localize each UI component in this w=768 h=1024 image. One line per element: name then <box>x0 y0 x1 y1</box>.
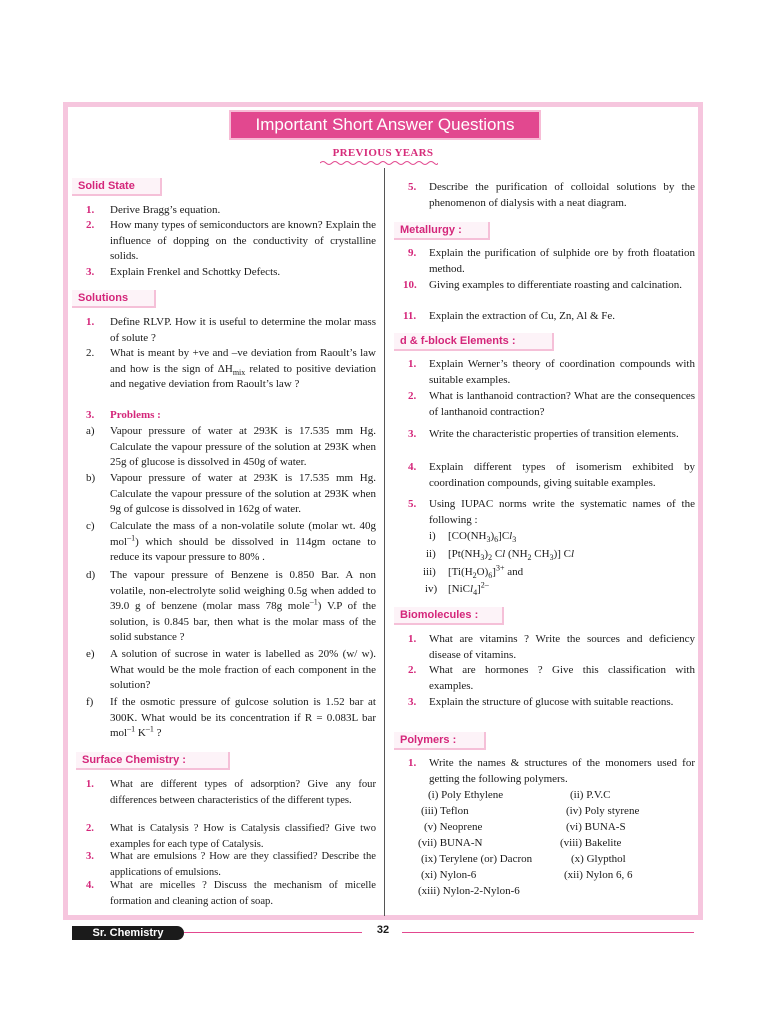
question-number: 4. <box>86 880 94 891</box>
question-text: What are hormones ? Give this classification with examples. <box>429 664 695 692</box>
formula-item <box>420 565 690 581</box>
section-polymers: Polymers : <box>394 732 486 750</box>
question-number: 10. <box>403 279 417 291</box>
question-number: 2. <box>86 823 94 834</box>
formula-item <box>420 547 690 563</box>
question-text: Explain Frenkel and Schottky Defects. <box>110 266 281 278</box>
question-text: What are different types of adsorption? Give any four differences between characteristics of the different types. <box>110 779 376 806</box>
question-number: 1. <box>408 757 417 769</box>
formula-text: [NiCl$_4$]$^{2-}$ <box>448 580 489 598</box>
list-item <box>86 218 376 265</box>
question-text: Giving examples to differentiate roasting and calcination. <box>429 279 683 291</box>
question-text: What are vitamins ? Write the sources and deficiency disease of vitamins. <box>429 633 695 661</box>
footer-brand: Sr. Chemistry <box>72 926 184 940</box>
section-solid-state: Solid State <box>72 178 162 196</box>
list-item <box>86 519 376 566</box>
question-text: What are micelles ? Discuss the mechanism of micelle formation and cleaning action of soap. <box>110 880 376 907</box>
list-item <box>86 315 376 346</box>
list-item <box>403 278 695 294</box>
question-number: 2. <box>408 664 417 676</box>
list-item <box>86 647 376 694</box>
section-metallurgy: Metallurgy : <box>394 222 490 240</box>
page-title: Important Short Answer Questions <box>229 110 541 140</box>
section-surface-chemistry: Surface Chemistry : <box>76 752 230 770</box>
footer-rule-left <box>184 932 362 933</box>
question-number: 1. <box>408 358 417 370</box>
polymer-item: (iii) Teflon <box>421 805 469 817</box>
question-text: Explain the structure of glucose with suitable reactions. <box>429 696 674 708</box>
question-text: What is meant by +ve and –ve deviation from Raoult’s law and how is the sign of $\Delta H_{mix}$ related to positive deviation and negative deviation from Raoult’s law ? <box>110 347 376 391</box>
polymer-list <box>418 788 698 898</box>
formula-item <box>420 582 690 598</box>
question-text: Explain the purification of sulphide ore by froth floatation method. <box>429 247 695 275</box>
list-item <box>86 265 376 281</box>
previous-years-text: PREVIOUS YEARS <box>332 147 434 159</box>
list-item <box>408 756 695 787</box>
list-item <box>86 777 376 808</box>
list-item <box>408 632 695 663</box>
question-text: Explain the extraction of Cu, Zn, Al & Fe. <box>429 310 616 322</box>
question-number: 3. <box>408 696 417 708</box>
list-item <box>408 357 695 388</box>
problem-text: A solution of sucrose in water is labelled as 20% (w/ w). What would be the mole fraction of each component in the solution? <box>110 648 376 692</box>
question-number: 2. <box>86 347 95 359</box>
polymer-item: (iv) Poly styrene <box>566 805 640 817</box>
footer-rule-right <box>402 932 694 933</box>
question-number: 1. <box>408 633 417 645</box>
previous-years-label <box>320 147 446 166</box>
problem-text: Vapour pressure of water at 293K is 17.535 mm Hg. Calculate the vapour pressure of the solution at 293K when 9g of gulcose is dissolved in 162g of water. <box>110 472 376 516</box>
question-text: Using IUPAC norms write the systematic names of the following : <box>429 498 695 526</box>
polymer-item: (viii) Bakelite <box>560 837 622 849</box>
list-item <box>86 471 376 518</box>
formula-text: $[Ti(H_2O)_6]^{3+}$ and <box>448 563 524 581</box>
polymer-item: (xi) Nylon-6 <box>421 869 477 881</box>
list-item <box>408 427 695 443</box>
polymer-item: (i) Poly Ethylene <box>428 789 504 801</box>
problem-label: f) <box>86 696 94 708</box>
problem-text: Calculate the mass of a non-volatile solute (molar wt. 40g mol$^{-1}$) which should be dissolved in 114gm octane to reduce its vapour pressure to 80% . <box>110 520 376 564</box>
question-number: 4. <box>408 461 417 473</box>
question-number: 3. <box>408 428 417 440</box>
page-number: 32 <box>376 924 390 936</box>
formula-label: i) <box>429 530 436 542</box>
list-item <box>86 408 376 424</box>
question-text: Define RLVP. How it is useful to determine the molar mass of solute ? <box>110 316 376 344</box>
list-item <box>86 878 376 909</box>
column-divider <box>384 168 385 916</box>
question-text: Write the characteristic properties of transition elements. <box>429 428 679 440</box>
question-text: What is Catalysis ? How is Catalysis classified? Give two examples for each type of Catalysis. <box>110 823 376 850</box>
polymer-item: (xii) Nylon 6, 6 <box>564 869 633 881</box>
polymer-item: (vi) BUNA-S <box>566 821 626 833</box>
polymer-item: (vii) BUNA-N <box>418 837 483 849</box>
question-number: 2. <box>408 390 417 402</box>
question-number: 1. <box>86 316 95 328</box>
question-number: 2. <box>86 219 95 231</box>
list-item <box>408 695 695 711</box>
question-number: 5. <box>408 498 417 510</box>
problems-heading: Problems : <box>110 409 161 421</box>
question-text: What are emulsions ? How are they classified? Describe the applications of emulsions. <box>110 851 376 878</box>
question-text: How many types of semiconductors are known? Explain the influence of dopping on the conductivity of crystalline solids. <box>110 219 376 263</box>
question-number: 3. <box>86 409 95 421</box>
question-number: 3. <box>86 266 95 278</box>
problem-text: If the osmotic pressure of gulcose solution is 1.52 bar at 300K. What would be its concentration if R = 0.083L bar mol$^{-1}$ $K^{-1}$ ? <box>110 696 376 740</box>
problem-label: a) <box>86 425 95 437</box>
formula-text: [$Pt(NH_3)_2$ Cl ($NH_2$ $CH_3$)] Cl <box>448 548 575 563</box>
question-number: 11. <box>403 310 417 322</box>
problem-label: c) <box>86 520 95 532</box>
list-item <box>403 246 695 277</box>
question-number: 3. <box>86 851 94 862</box>
question-number: 1. <box>86 204 95 216</box>
question-number: 5. <box>408 181 417 193</box>
list-item <box>86 346 376 393</box>
question-number: 9. <box>408 247 417 259</box>
question-text: What is lanthanoid contraction? What are the consequences of lanthanoid contraction? <box>429 390 695 418</box>
list-item <box>408 180 695 211</box>
problem-label: d) <box>86 569 96 581</box>
question-text: Explain different types of isomerism exhibited by coordination compounds, giving suitable examples. <box>429 461 695 489</box>
formula-text: $[CO(NH_3)_6]Cl_3$ <box>448 530 517 545</box>
list-item <box>86 424 376 471</box>
question-number: 1. <box>86 779 94 790</box>
list-item <box>408 389 695 420</box>
list-item <box>408 497 695 528</box>
list-item <box>408 460 695 491</box>
wave-ornament-icon <box>320 160 438 166</box>
polymer-item: (xiii) Nylon-2-Nylon-6 <box>418 885 520 897</box>
formula-label: ii) <box>426 548 436 560</box>
formula-label: iii) <box>423 566 436 578</box>
polymer-item: (x) Glypthol <box>571 853 626 865</box>
section-solutions: Solutions <box>72 290 156 308</box>
question-text: Derive Bragg’s equation. <box>110 204 221 216</box>
list-item <box>86 695 376 742</box>
list-item <box>86 203 376 219</box>
question-text: Describe the purification of colloidal solutions by the phenomenon of dialysis with a neat diagram. <box>429 181 695 209</box>
formula-item <box>420 529 690 545</box>
formula-label: iv) <box>425 583 438 595</box>
list-item <box>86 568 376 646</box>
list-item <box>86 849 376 880</box>
polymer-item: (v) Neoprene <box>424 821 483 833</box>
section-biomolecules: Biomolecules : <box>394 607 504 625</box>
problem-label: b) <box>86 472 96 484</box>
problem-text: The vapour pressure of Benzene is 0.850 Bar. A non volatile, non-electrolyte solid weighing 0.5g when added to 39.0 g of benzene (molar mass 78g mole$^{-1}$) V.P of the solution, is 0.845 bar, then what is the molar mass of the solid substance ? <box>110 569 376 644</box>
polymer-item: (ii) P.V.C <box>570 789 611 801</box>
list-item <box>86 821 376 852</box>
list-item <box>408 663 695 694</box>
polymer-item: (ix) Terylene (or) Dacron <box>421 853 533 865</box>
question-text: Explain Werner’s theory of coordination compounds with suitable examples. <box>429 358 695 386</box>
list-item <box>403 309 695 325</box>
question-text: Write the names & structures of the monomers used for getting the following polymers. <box>429 757 695 785</box>
problem-text: Vapour pressure of water at 293K is 17.535 mm Hg. Calculate the vapour pressure of the solution at 293K when 25g of glucose is dissolved in 450g of water. <box>110 425 376 469</box>
section-d-f-block: d & f-block Elements : <box>394 333 554 351</box>
problem-label: e) <box>86 648 95 660</box>
